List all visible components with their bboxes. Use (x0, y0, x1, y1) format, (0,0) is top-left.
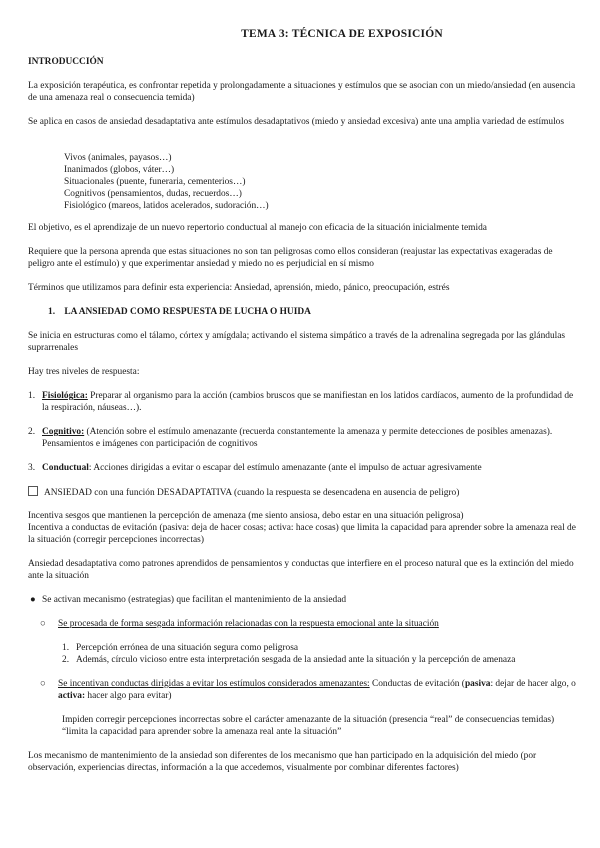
list-item: Fisiológico (mareos, latidos acelerados, sudoración…) (64, 201, 269, 211)
circle-bullet-icon: ○ (40, 619, 46, 629)
item-number: 1. (62, 643, 70, 653)
sub-bullet-1 (28, 618, 600, 630)
level-head: Cognitivo: (42, 427, 85, 437)
activa-label: activa: (58, 691, 86, 701)
incentive-line: Incentiva a conductas de evitación (pasiva: deja de hacer cosas; activa: hace cosas) que limita la capacidad para aprender sobre la amenaza real de la situación (corregir percepciones incorrectas) (28, 523, 576, 545)
paragraph-incentives (28, 510, 576, 546)
item-number: 2. (62, 655, 70, 665)
paragraph-definition: La exposición terapéutica, es confrontar repetida y prolongadamente a situaciones y estímulos que se asocian con un miedo/ansiedad (en ausencia de una amenaza real o consecuencia temida) (28, 81, 576, 103)
intro-heading: INTRODUCCIÓN (28, 57, 104, 67)
item-text: Además, círculo vicioso entre esta interpretación sesgada de la ansiedad ante la situación y la percepción de amenaza (76, 655, 516, 665)
checkbox-icon[interactable] (28, 486, 38, 496)
level-number: 2. (28, 427, 36, 437)
checkbox-label: ANSIEDAD con una función DESADAPTATIVA (cuando la respuesta se desencadena en ausencia de peligro) (44, 488, 460, 498)
level-head: Conductual (42, 463, 89, 473)
list-item (62, 654, 600, 666)
checkbox-line (28, 486, 576, 499)
paragraph-origin: Se inicia en estructuras como el tálamo, córtex y amígdala; activando el sistema simpático a través de la adrenalina segregada por las glándulas suprarrenales (28, 331, 566, 353)
paragraph-objective: El objetivo, es el aprendizaje de un nuevo repertorio conductual al manejo con eficacia de la situación inicialmente temida (28, 223, 487, 233)
paragraph-terms: Términos que utilizamos para definir esta experiencia: Ansiedad, aprensión, miedo, pánico, preocupación, estrés (28, 283, 450, 293)
list-item: Vivos (animales, payasos…) (64, 153, 172, 163)
stimuli-list (28, 152, 600, 212)
paragraph-maladaptive: Ansiedad desadaptativa como patrones aprendidos de pensamientos y conductas que interfiere en el proceso natural que es la extinción del miedo ante la situación (28, 559, 574, 581)
section-number: 1. (48, 307, 56, 317)
section-title: LA ANSIEDAD COMO RESPUESTA DE LUCHA O HUIDA (64, 307, 311, 317)
sub-bullet-underlined: Se incentivan conductas dirigidas a evitar los estímulos considerados amenazantes: (58, 679, 370, 689)
paragraph-impediments: Impiden corregir percepciones incorrectas sobre el carácter amenazante de la situación (presencia “real” de consecuencias temidas) “limita la capacidad para aprender sobre la amenaza real ante la situación” (62, 715, 555, 737)
incentive-line: Incentiva sesgos que mantienen la percepción de amenaza (me siento ansiosa, debo estar en una situación peligrosa) (28, 511, 464, 521)
bullet-text: Se activan mecanismo (estrategias) que facilitan el mantenimiento de la ansiedad (42, 595, 347, 605)
sub-bullet-text: Conductas de evitación ( (369, 679, 465, 689)
bullet-icon: ● (30, 595, 36, 605)
sub-bullet-text: Se procesada de forma sesgada información relacionadas con la respuesta emocional ante la situación (58, 619, 439, 629)
section-1-heading (28, 306, 596, 318)
list-item (62, 642, 600, 654)
list-item: Inanimados (globos, váter…) (64, 165, 175, 175)
level-item-2 (28, 426, 576, 450)
paragraph-levels-intro: Hay tres niveles de respuesta: (28, 367, 140, 377)
list-item: Cognitivos (pensamientos, dudas, recuerdos…) (64, 189, 242, 199)
level-text: Preparar al organismo para la acción (cambios bruscos que se manifiestan en los latidos cardíacos, aumento de la profundidad de la respiración, náuseas…). (42, 391, 574, 413)
item-text: Percepción errónea de una situación segura como peligrosa (76, 643, 299, 653)
sub-numbered-list (28, 642, 600, 666)
paragraph-requirement: Requiere que la persona aprenda que estas situaciones no son tan peligrosas como ellos consideran (reajustar las expectativas exageradas de peligro ante el estímulo) y que experimentar ansiedad y miedo no es perjudicial en sí mismo (28, 247, 553, 269)
paragraph-application: Se aplica en casos de ansiedad desadaptativa ante estímulos desadaptativos (miedo y ansiedad excesiva) ante una amplia variedad de estímulos (28, 117, 565, 127)
bullet-item (28, 594, 590, 606)
level-item-1 (28, 390, 576, 414)
page-title: TEMA 3: TÉCNICA DE EXPOSICIÓN (241, 28, 443, 40)
pasiva-label: pasiva (464, 679, 491, 689)
paragraph-maintenance: Los mecanismo de mantenimiento de la ansiedad son diferentes de los mecanismo que han participado en la adquisición del miedo (por observación, experiencias directas, información a la que accedemos, visualmente por combinar diferentes factores) (28, 751, 537, 773)
sub-bullet-2 (28, 678, 576, 702)
list-item: Situacionales (puente, funeraria, cementerios…) (64, 177, 246, 187)
level-text: (Atención sobre el estímulo amenazante (recuerda constantemente la amenaza y permite detecciones de posibles amenazas). Pensamientos e imágenes con participación de cognitivos (42, 427, 553, 449)
level-number: 3. (28, 463, 36, 473)
sub-bullet-text: hacer algo para evitar) (85, 691, 172, 701)
sub-bullet-text: : dejar de hacer algo, o (490, 679, 576, 689)
level-text: : Acciones dirigidas a evitar o escapar del estímulo amenazante (ante el impulso de actuar agresivamente (88, 463, 482, 473)
level-head: Fisiológica: (42, 391, 88, 401)
level-item-3 (28, 462, 576, 474)
level-number: 1. (28, 391, 36, 401)
circle-bullet-icon: ○ (40, 679, 46, 689)
